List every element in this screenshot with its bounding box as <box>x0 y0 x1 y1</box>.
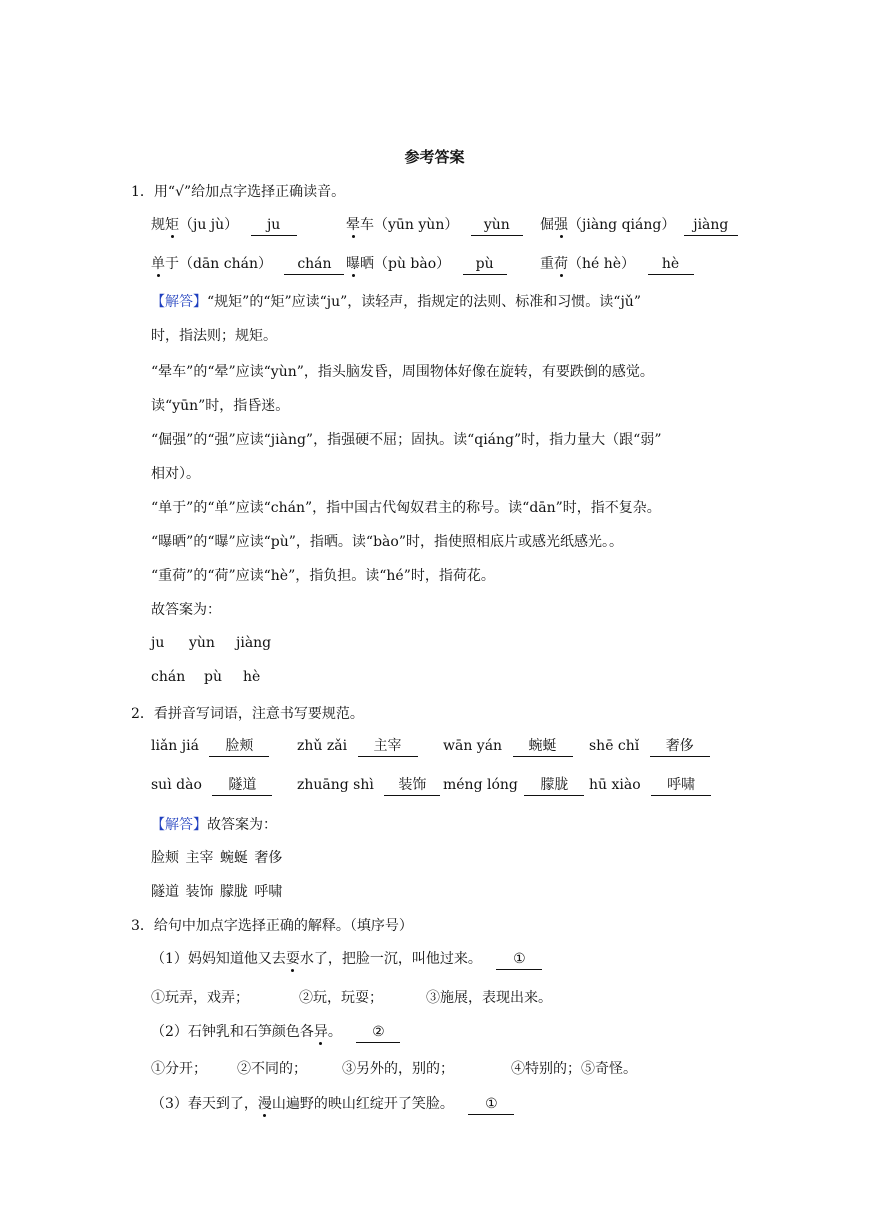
q3-sub2-option-3: ③另外的，别的； <box>342 1061 454 1077</box>
q2-item-1: liǎn jiá 脸颊 <box>151 738 269 757</box>
q3-sub1: （1）妈妈知道他又去耍水了，把脸一沉，叫他过来。 ① <box>151 948 542 970</box>
q3-answer-2: ② <box>356 1024 400 1043</box>
q2-item-2: zhǔ zǎi 主宰 <box>297 738 418 757</box>
q1-answer-intro: 故答案为： <box>151 602 221 618</box>
q1-answer-4: chán <box>284 256 344 275</box>
q2-answer-3: 蜿蜒 <box>513 738 573 757</box>
q1-summary-1: ju <box>151 635 165 651</box>
q1-summary-4: chán <box>151 669 186 685</box>
q3-heading: 3．给句中加点字选择正确的解释。（填序号） <box>131 918 413 934</box>
q3-sub1-option-2: ②玩，玩耍； <box>299 990 383 1006</box>
q1-answer-3: jiàng <box>684 217 738 236</box>
q1-item-6: 重荷（hé hè） hè <box>540 253 694 275</box>
q2-item-5: suì dào 隧道 <box>151 777 272 796</box>
q3-sub2-option-1: ①分开； <box>151 1061 207 1077</box>
q1-answer-2: yùn <box>471 217 523 236</box>
q2-summary-1: 脸颊 主宰 蜿蜒 奢侈 <box>151 850 283 866</box>
q2-explanation: 【解答】故答案为： <box>151 817 277 833</box>
q1-explanation-line-9: “重荷”的“荷”应读“hè”，指负担。读“hé”时，指荷花。 <box>151 568 495 584</box>
q2-summary-2: 隧道 装饰 朦胧 呼啸 <box>151 884 283 900</box>
q1-explanation-line-7: “单于”的“单”应读“chán”，指中国古代匈奴君主的称号。读“dān”时，指不复杂。 <box>151 500 661 516</box>
page-title: 参考答案 <box>404 148 465 166</box>
q2-item-4: shē chǐ 奢侈 <box>589 738 710 757</box>
q1-explanation-line-3: “晕车”的“晕”应读“yùn”，指头脑发昏，周围物体好像在旋转，有要跌倒的感觉。 <box>151 364 654 380</box>
q1-item-4: 单于（dān chán） chán <box>151 253 344 275</box>
q3-answer-3: ① <box>468 1096 514 1115</box>
q1-explanation-line-4: 读“yūn”时，指昏迷。 <box>151 398 290 414</box>
q3-sub2: （2）石钟乳和石笋颜色各异。 ② <box>151 1021 400 1043</box>
q2-item-6: zhuāng shì 装饰 <box>297 777 440 796</box>
q1-item-5: 曝晒（pù bào） pù <box>346 253 507 275</box>
q1-answer-tag: 【解答】 <box>151 294 207 310</box>
q3-sub2-option-2: ②不同的； <box>237 1061 307 1077</box>
q1-answer-5: pù <box>463 256 507 275</box>
q1-answer-6: hè <box>648 256 694 275</box>
q1-summary-2: yùn <box>189 635 215 651</box>
q1-explanation-line-6: 相对）。 <box>151 466 200 482</box>
q2-answer-1: 脸颊 <box>209 738 269 757</box>
q3-answer-1: ① <box>496 951 542 970</box>
q2-heading: 2．看拼音写词语，注意书写要规范。 <box>131 706 364 722</box>
q3-sub1-option-1: ①玩弄，戏弄； <box>151 990 249 1006</box>
q2-item-3: wān yán 蜿蜒 <box>443 738 573 757</box>
q1-explanation-line-1: 【解答】“规矩”的“矩”应读“ju”，读轻声，指规定的法则、标准和习惯。读“jǔ” <box>151 294 641 310</box>
q2-item-8: hū xiào 呼啸 <box>589 777 711 796</box>
q1-explanation-line-8: “曝晒”的“曝”应读“pù”，指晒。读“bào”时，指使照相底片或感光纸感光。。 <box>151 534 623 550</box>
q2-answer-2: 主宰 <box>358 738 418 757</box>
q2-answer-8: 呼啸 <box>651 777 711 796</box>
q1-item-2: 晕车（yūn yùn） yùn <box>346 214 523 236</box>
q1-summary-3: jiàng <box>236 635 272 651</box>
q2-answer-7: 朦胧 <box>524 777 584 796</box>
q2-answer-5: 隧道 <box>212 777 272 796</box>
q2-answer-tag: 【解答】 <box>151 817 207 833</box>
q1-explanation-line-5: “倔强”的“强”应读“jiàng”，指强硬不屈；固执。读“qiáng”时，指力量大（跟“弱” <box>151 432 662 448</box>
q1-heading: 1．用“√”给加点字选择正确读音。 <box>131 184 346 200</box>
q1-summary-6: hè <box>243 669 261 685</box>
q3-sub1-option-3: ③施展，表现出来。 <box>426 990 552 1006</box>
q1-summary-5: pù <box>204 669 222 685</box>
q2-item-7: méng lóng 朦胧 <box>443 777 584 796</box>
q1-item-3: 倔强（jiàng qiáng） jiàng <box>540 214 738 236</box>
q1-answer-1: ju <box>251 217 297 236</box>
q1-item-1: 规矩（ju jù） ju <box>151 214 297 236</box>
q3-sub2-option-4: ④特别的；⑤奇怪。 <box>511 1061 637 1077</box>
q3-sub3: （3）春天到了，漫山遍野的映山红绽开了笑脸。 ① <box>151 1093 514 1115</box>
q2-answer-4: 奢侈 <box>650 738 710 757</box>
q1-explanation-line-2: 时，指法则；规矩。 <box>151 328 277 344</box>
q2-answer-6: 装饰 <box>384 777 440 796</box>
